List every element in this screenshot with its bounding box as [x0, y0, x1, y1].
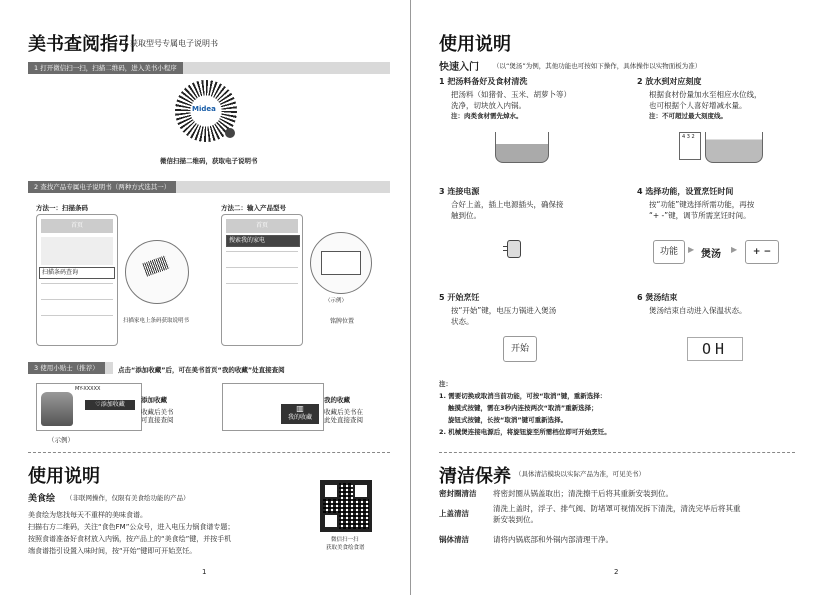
function-button[interactable]: 功能: [653, 240, 685, 264]
step1-body: 把汤料（如猪骨、玉米、胡萝卜等） 洗净，切块放入内锅。 注：肉类食材需先焯水。: [451, 90, 571, 120]
quick-start-title: 快速入门: [439, 62, 479, 73]
rice-cooker-image: [41, 392, 73, 426]
midea-logo: Midea: [192, 105, 216, 113]
barcode-zoom-circle: [125, 240, 189, 304]
page-right: [411, 0, 822, 595]
plus-minus-button[interactable]: + −: [745, 240, 779, 264]
fav-my-desc1: 收藏后美书在: [324, 408, 363, 416]
barcode-icon: [142, 255, 169, 276]
led-display: OH: [687, 337, 743, 361]
clean-title: 清洁保养: [439, 466, 511, 487]
method1-label: 方法一：扫描条码: [36, 204, 88, 212]
water-scale-icon: 4 3 2: [679, 132, 701, 160]
step6-body: 煲汤结束自动进入保温状态。: [649, 306, 747, 315]
clean-text-lid: 清洗上盖时，浮子、排气阀、防堵罩可视情况拆下清洗，清洗完毕后将其重 新安装到位。: [493, 504, 741, 524]
clean-label-lid: 上盖清洁: [439, 509, 469, 518]
step6-title: 6 煲汤结束: [637, 293, 678, 302]
add-favorite-button[interactable]: ♡添加收藏: [85, 400, 135, 410]
nameplate-location: 铭牌位置: [330, 318, 355, 325]
my-favorite-button[interactable]: ▥ 我的收藏: [281, 404, 319, 424]
step1-title: 1 把汤料备好及食材清洗: [439, 77, 528, 86]
step4-body: 按“功能”键选择所需功能，再按 “+ -”键，调节所需烹饪时间。: [649, 200, 755, 220]
start-button[interactable]: 开始: [503, 336, 537, 362]
notes: 注： 1. 需要切换或取消当前功能，可按“取消”键，重新选择： 触摸式按键，需在3秒内连按两次“取消”重新选择； 旋钮式按键，长按“取消”键可重新选择。 2. 机械煲连接电源后，将旋钮旋至所需档位即可开始烹饪。: [439, 380, 611, 436]
clean-label-body: 锅体清洁: [439, 535, 469, 544]
inner-pot-water-icon: [705, 132, 763, 163]
fav-add-desc1: 收藏后美书: [141, 408, 174, 416]
nameplate-card: [321, 251, 361, 275]
step3-tag: 3 使用小贴士（推荐）: [28, 362, 105, 374]
meishiyu-sub: （非联网操作，仅限有美食绘功能的产品）: [66, 494, 190, 502]
quick-start-sub: （以“煲汤”为例，其他功能也可按如下操作，具体操作以实物面板为准）: [493, 62, 702, 70]
step3-text: 点击“添加收藏”后，可在美书首页“我的收藏”处直接查阅: [118, 366, 285, 374]
step3-title: 3 连接电源: [439, 187, 480, 196]
clean-label-seal: 密封圈清洁: [439, 489, 477, 498]
clean-text-seal: 将密封圈从锅盖取出；清洗擦干后将其重新安装到位。: [493, 489, 673, 498]
section-divider: [28, 452, 390, 453]
recipe-qr-code: [320, 480, 372, 532]
book-icon: ▥: [296, 404, 304, 413]
phone-mockup-1: [36, 214, 118, 346]
phone2-tab: 首页: [226, 219, 298, 233]
fav-add-desc2: 可直接查阅: [141, 416, 174, 424]
search-device-input[interactable]: 搜索我的家电: [226, 235, 300, 247]
phone1-tab: 首页: [41, 219, 113, 233]
power-plug-icon: [503, 236, 527, 262]
fav-my-desc2: 此处直接查阅: [324, 416, 363, 424]
usage-title: 使用说明: [28, 466, 100, 487]
fav-add-title: 添加收藏: [141, 396, 167, 404]
step2-bar: [28, 181, 390, 193]
step5-title: 5 开始烹饪: [439, 293, 480, 302]
step2-tag: 2 查找产品专属电子说明书（两种方式选其一）: [28, 181, 176, 193]
barcode-caption: 扫描家电上条码获取说明书: [123, 318, 190, 324]
step3-body: 合好上盖，插上电源插头，确保接 触到位。: [451, 200, 564, 220]
step1-tag: 1 打开微信扫一扫，扫描二维码，进入美书小程序: [28, 62, 183, 74]
meishiyu-title: 美食绘: [28, 494, 56, 504]
qr-caption: 微信扫描二维码，获取电子说明书: [160, 157, 258, 165]
step5-body: 按“开始”键，电压力锅进入煲汤 状态。: [451, 306, 557, 326]
page-title: 使用说明: [439, 34, 511, 55]
phone1-banner: [41, 237, 113, 265]
step1-bar: [28, 62, 390, 74]
step2-body: 根据食材份量加水至相应水位线， 也可根据个人喜好增减水量。 注：不可超过最大刻度线。: [649, 90, 762, 120]
page-title: 美书查阅指引: [28, 34, 136, 55]
wechat-badge-icon: [225, 128, 235, 138]
step2-title: 2 放水到对应刻度: [637, 77, 702, 86]
qr2-caption2: 获取美食绘食谱: [326, 545, 365, 551]
page-number: 1: [202, 568, 207, 576]
clean-text-body: 请将内锅底部和外锅内部清理干净。: [493, 535, 613, 544]
example-label: （示例）: [48, 436, 74, 444]
step4-title: 4 选择功能，设置烹饪时间: [637, 187, 734, 196]
fav-model: MY-XXXXX: [75, 386, 101, 392]
step3-bar: [28, 362, 113, 374]
add-favorite-panel: [36, 383, 142, 431]
fav-my-title: 我的收藏: [324, 396, 350, 404]
inner-pot-food-icon: [495, 132, 549, 163]
page-subtitle: 获取型号专属电子说明书: [125, 38, 218, 49]
meishiyu-text: 美食绘为您找每天不重样的美味食谱。 扫描右方二维码，关注“食色FM”公众号，进入电压力锅食谱专题； 按照食谱准备好食材放入内锅，按产品上的“美食绘”键，并按手机 端食谱指引设置入味时间，按“开始”键即可开始烹饪。: [28, 511, 235, 555]
qr2-caption1: 微信扫一扫: [331, 537, 359, 543]
nameplate-zoom-circle: [310, 232, 372, 294]
method2-label: 方法二：输入产品型号: [221, 204, 286, 212]
page-number: 2: [614, 568, 619, 576]
clean-sub: （具体清洁模块以实际产品为准，可见美书）: [515, 470, 645, 478]
scan-barcode-button[interactable]: 扫描条码查询: [39, 267, 115, 279]
my-favorite-panel: [222, 383, 324, 431]
phone-mockup-2: [221, 214, 303, 346]
mini-program-code: [175, 80, 237, 142]
arrow-right-icon: ▶: [688, 245, 695, 254]
arrow-right-icon-2: ▶: [731, 245, 738, 254]
soup-label: 煲汤: [701, 249, 721, 260]
nameplate-example: （示例）: [325, 298, 348, 304]
section-divider: [439, 452, 795, 453]
